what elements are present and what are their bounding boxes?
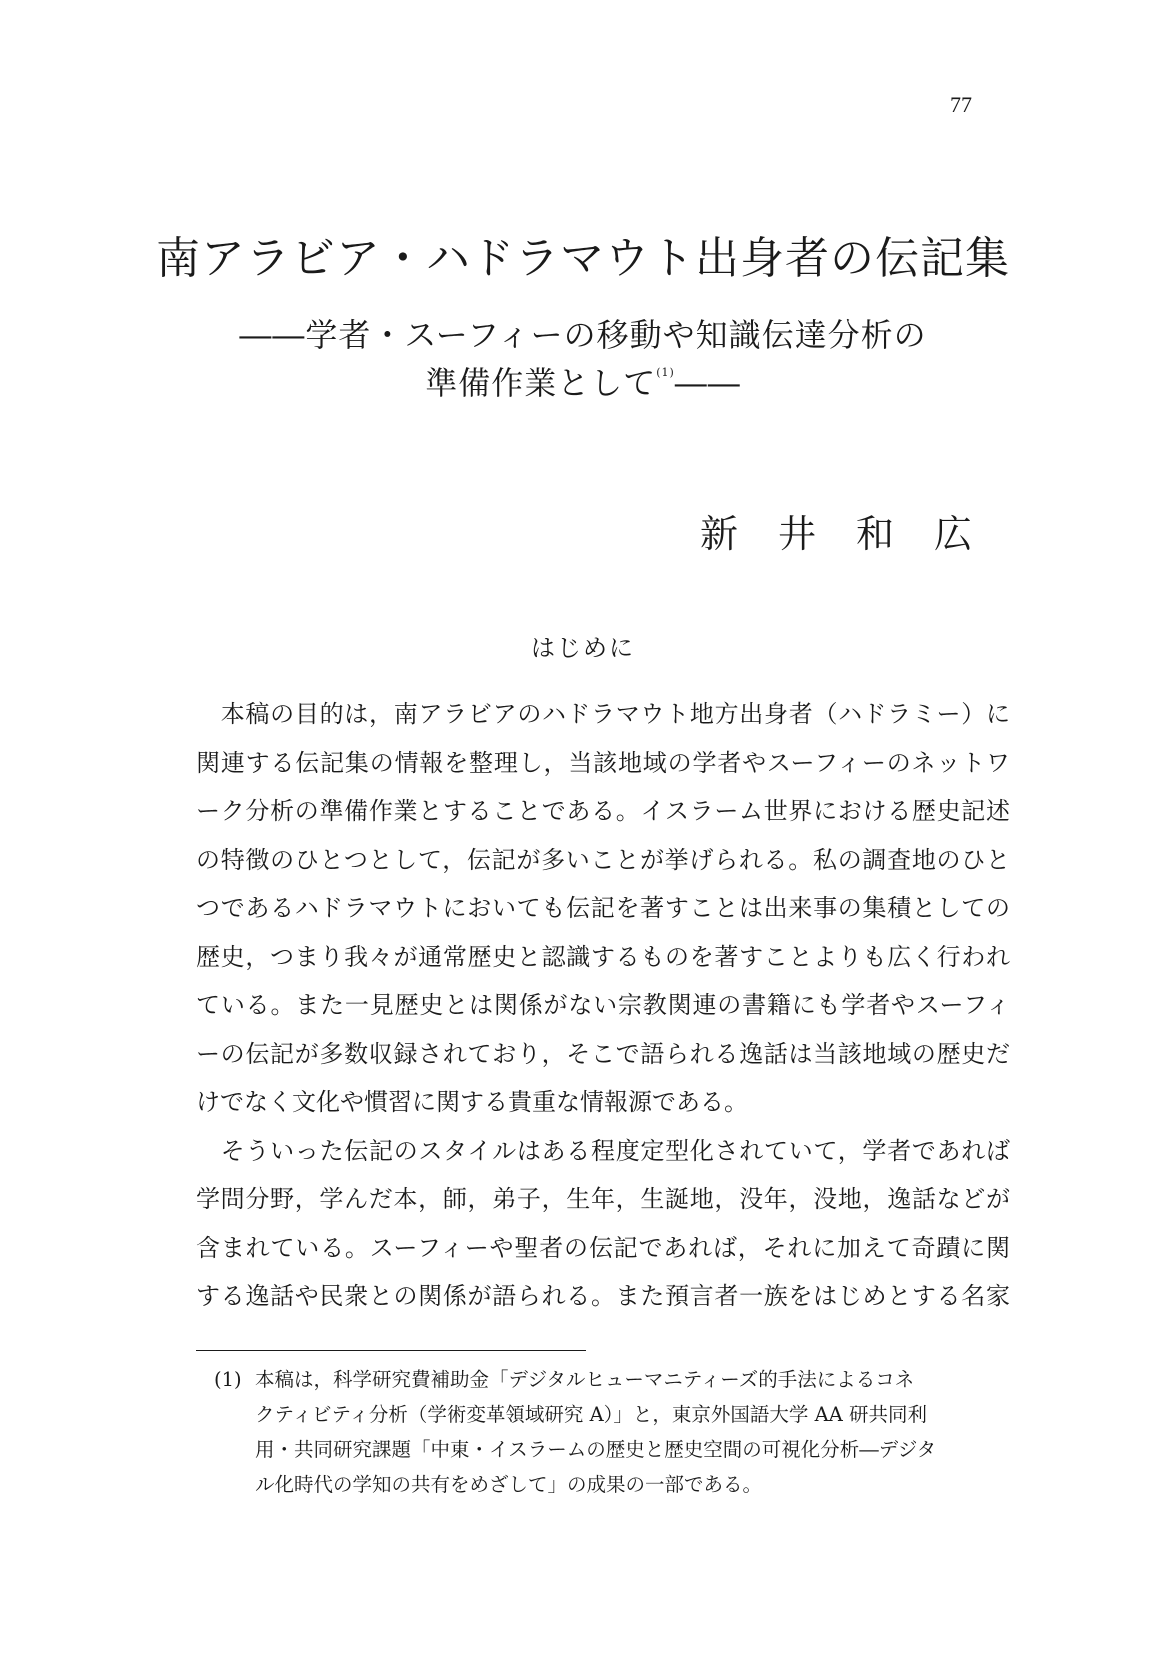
- footnote-line: [214, 1362, 1014, 1397]
- body-text: [196, 690, 1010, 1321]
- body-line: 含まれている。スーフィーや聖者の伝記であれば，それに加えて奇蹟に関: [196, 1233, 1010, 1262]
- body-line: の特徴のひとつとして，伝記が多いことが挙げられる。私の調査地のひと: [196, 845, 1010, 874]
- paper-title: 南アラビア・ハドラマウト出身者の伝記集: [155, 233, 1011, 284]
- body-line: ーの伝記が多数収録されており，そこで語られる逸話は当該地域の歴史だ: [196, 1039, 1010, 1068]
- body-line: 歴史，つまり我々が通常歴史と認識するものを著すことよりも広く行われ: [196, 942, 1010, 971]
- subtitle-dash: ――: [674, 364, 741, 402]
- body-line: 学問分野，学んだ本，師，弟子，生年，生誕地，没年，没地，逸話などが: [196, 1185, 1010, 1213]
- body-line: 関連する伝記集の情報を整理し，当該地域の学者やスーフィーのネットワ: [196, 748, 1010, 777]
- footnote-line: 用・共同研究課題「中東・イスラームの歴史と歴史空間の可視化分析―デジタ: [255, 1438, 937, 1461]
- footnote-ref-1[interactable]: (1): [656, 366, 675, 379]
- footnote-line: クティビティ分析（学術変革領域研究 A）」と，東京外国語大学 AA 研共同利: [255, 1403, 927, 1426]
- footnote-text: 本稿は，科学研究費補助金「デジタルヒューマニティーズ的手法によるコネ: [255, 1368, 915, 1391]
- footnote-divider: [196, 1350, 586, 1351]
- body-line: けでなく文化や慣習に関する貴重な情報源である。: [196, 1088, 748, 1116]
- body-line: ている。また一見歴史とは関係がない宗教関連の書籍にも学者やスーフィ: [196, 991, 1010, 1019]
- author-name: 新井和広: [700, 512, 1013, 556]
- section-heading: はじめに: [531, 634, 635, 662]
- body-line: ーク分析の準備作業とすることである。イスラーム世界における歴史記述: [196, 797, 1010, 825]
- footnote-label: (1): [214, 1368, 242, 1391]
- footnote-line: ル化時代の学知の共有をめざして」の成果の一部である。: [255, 1473, 763, 1496]
- subtitle-line-1: ――学者・スーフィーの移動や知識伝達分析の: [239, 316, 927, 354]
- body-line: 本稿の目的は，南アラビアのハドラマウト地方出身者（ハドラミー）に: [196, 700, 1010, 728]
- body-line: そういった伝記のスタイルはある程度定型化されていて，学者であれば: [196, 1136, 1010, 1165]
- footnote-1: [214, 1362, 1014, 1502]
- body-line: つであるハドラマウトにおいても伝記を著すことは出来事の集積としての: [196, 894, 1010, 922]
- subtitle-line-2-text: 準備作業として: [425, 364, 657, 402]
- body-line: する逸話や民衆との関係が語られる。また預言者一族をはじめとする名家: [196, 1282, 1010, 1310]
- page-number: 77: [950, 92, 972, 117]
- subtitle-line-2: [0, 358, 1166, 404]
